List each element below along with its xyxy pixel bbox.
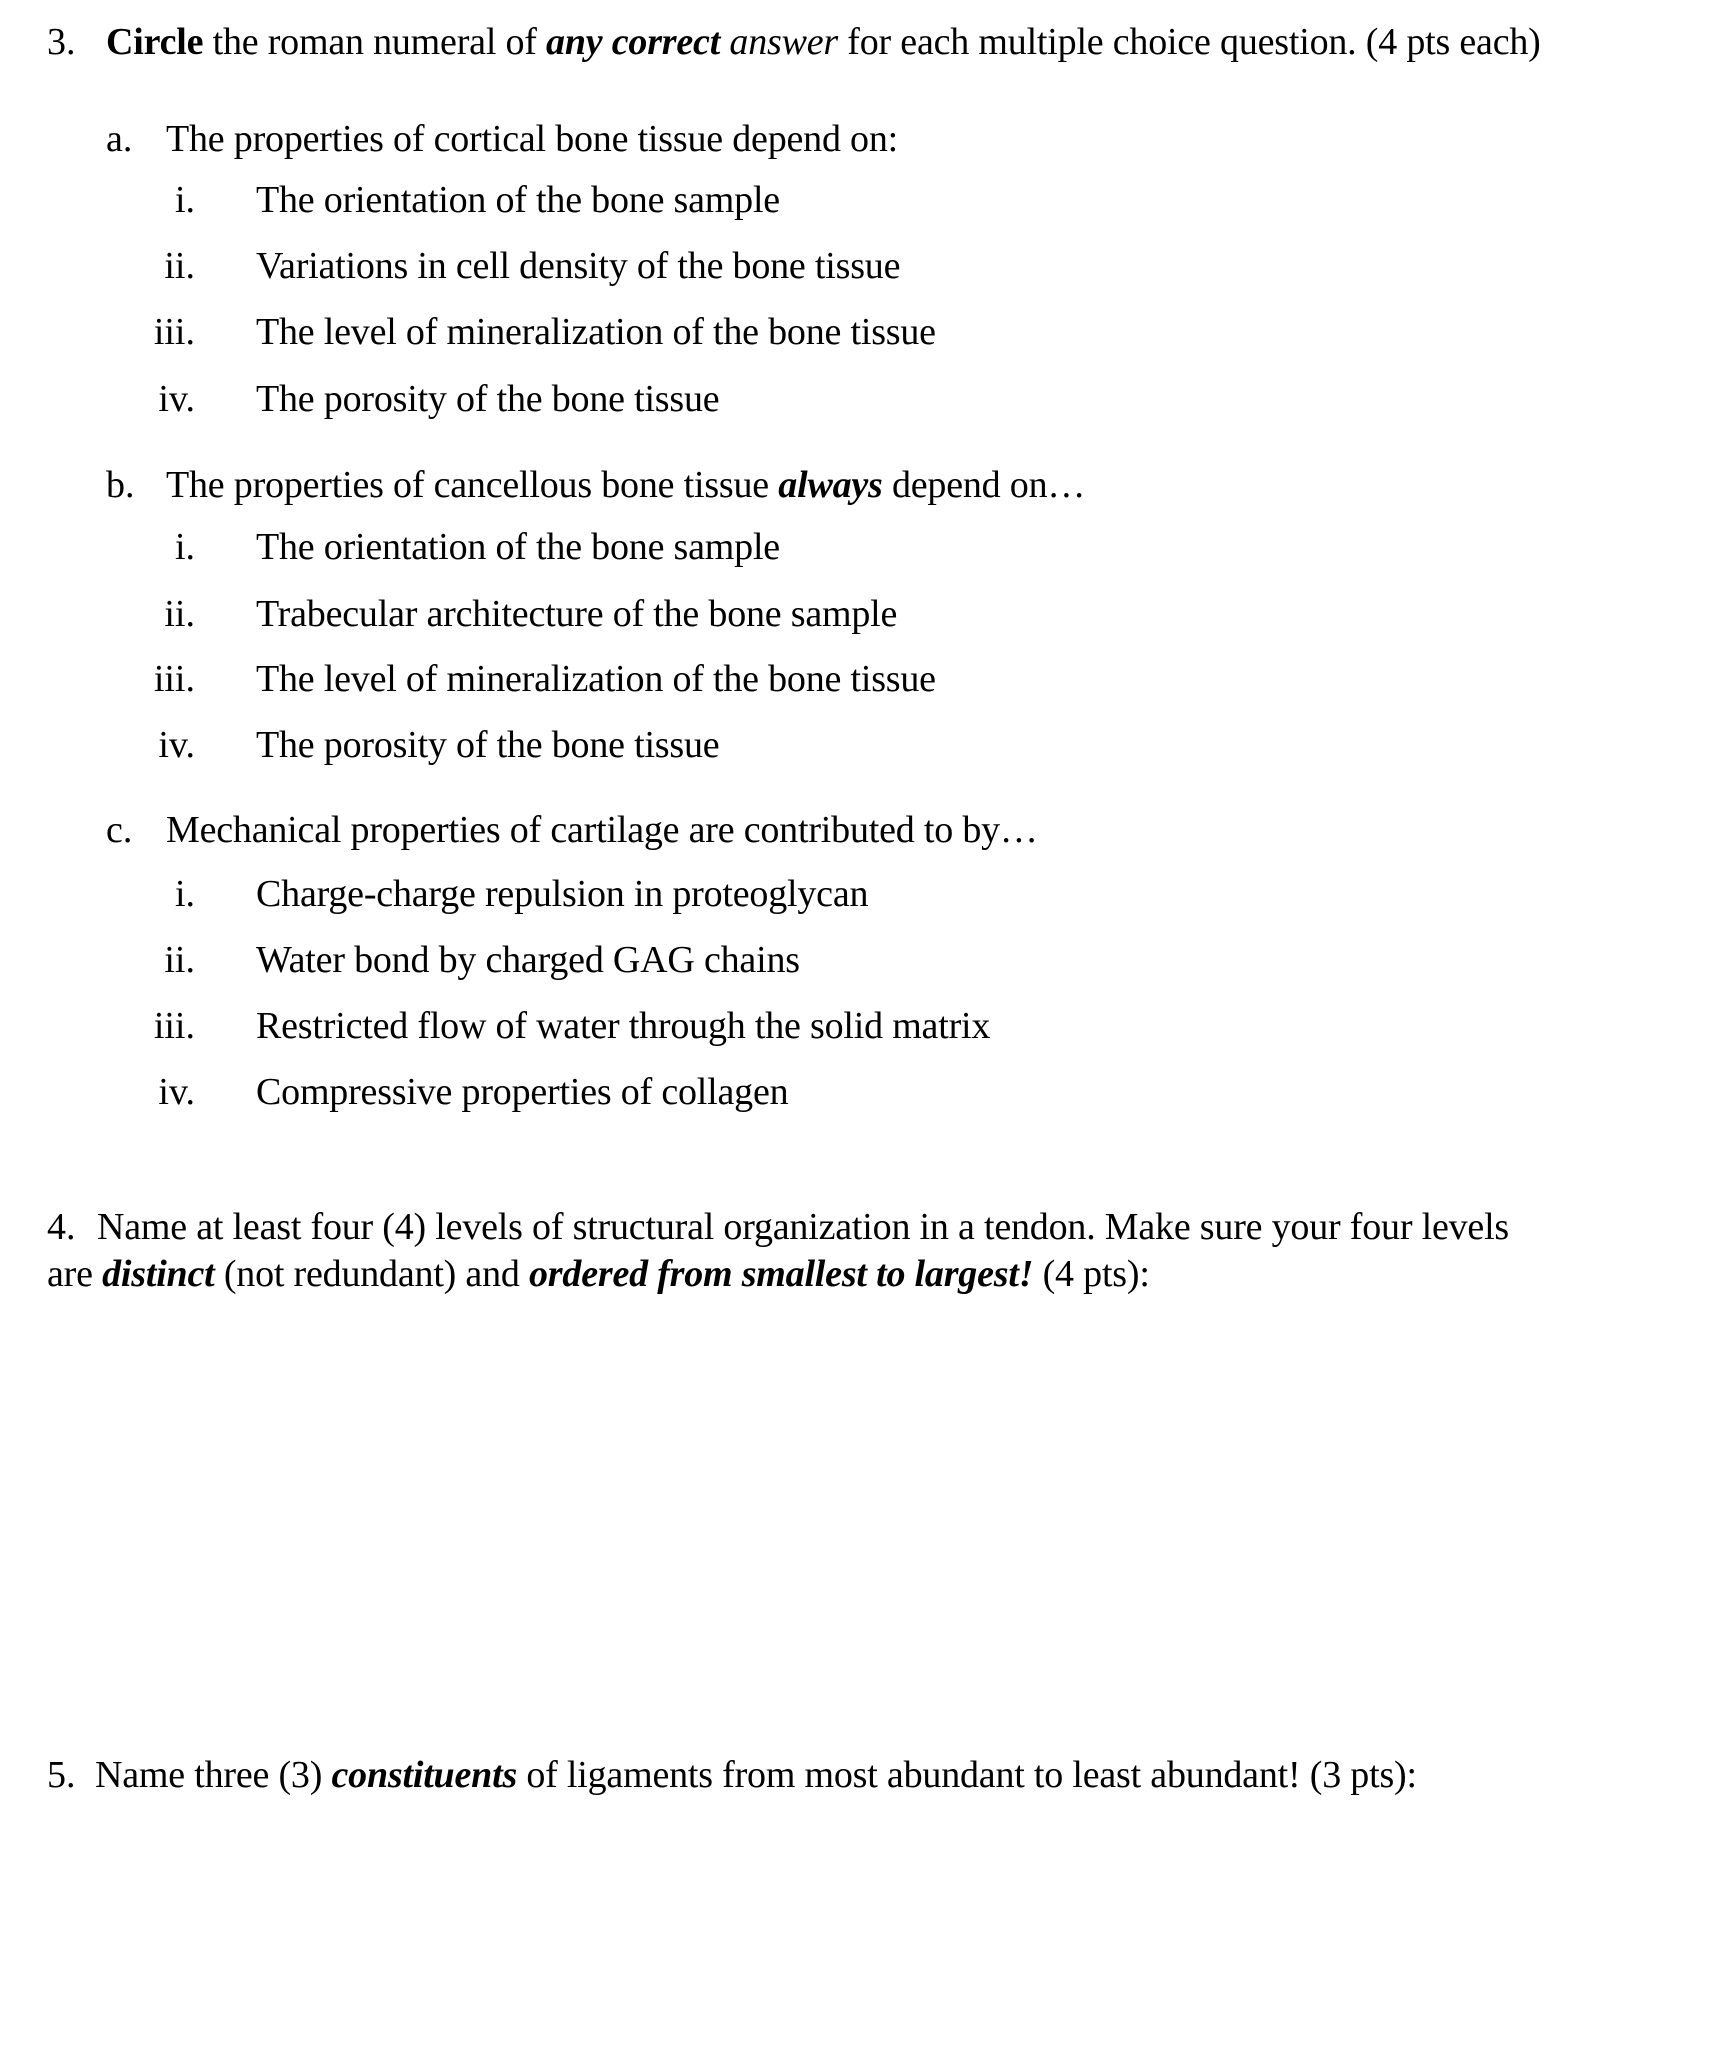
q5-emphasis-constituents: constituents [331, 1754, 518, 1796]
part-b-question-text-end: depend on… [882, 464, 1086, 506]
q4-emphasis-distinct: distinct [102, 1253, 215, 1295]
part-c-question [166, 811, 1038, 849]
q5-text: Name three (3) [95, 1754, 332, 1796]
part-a-option-iv-numeral[interactable]: iv. [158, 378, 195, 420]
part-b-option-iii-text: The level of mineralization of the bone tissue [256, 658, 936, 700]
part-c-option-iii-text: Restricted flow of water through the solid matrix [256, 1005, 991, 1047]
q4-text: (4 pts): [1033, 1253, 1150, 1295]
part-b-question [166, 466, 1085, 504]
part-c-question-text: Mechanical properties of cartilage are contributed to by… [166, 809, 1038, 851]
part-b-question-text: The properties of cancellous bone tissue [166, 464, 779, 506]
part-a-option-ii-numeral[interactable]: ii. [164, 245, 195, 287]
part-b-option-i-numeral[interactable]: i. [174, 526, 195, 568]
part-c-option-i-numeral[interactable]: i. [174, 873, 195, 915]
part-a-option-ii-text: Variations in cell density of the bone tissue [256, 245, 901, 287]
part-c-option-i-text: Charge-charge repulsion in proteoglycan [256, 873, 869, 915]
q4-text: are [47, 1253, 103, 1295]
prompt-emphasis-circle: Circle [106, 21, 204, 63]
part-b-emphasis-always: always [778, 464, 883, 506]
part-a-option-iii-text: The level of mineralization of the bone tissue [256, 311, 936, 353]
part-c-option-ii-text: Water bond by charged GAG chains [256, 939, 800, 981]
prompt-text: for each multiple choice question. (4 pts each) [838, 21, 1541, 63]
question-4-number: 4. [47, 1206, 76, 1248]
part-b-option-iii-numeral[interactable]: iii. [153, 658, 195, 700]
question-5-answer-area[interactable] [47, 1805, 1647, 2035]
question-4-line-1: Name at least four (4) levels of structural organization in a tendon. Make sure your four levels [97, 1206, 1510, 1248]
part-a-question [166, 120, 898, 158]
part-a-letter: a. [106, 118, 133, 160]
part-b-option-i-text: The orientation of the bone sample [256, 526, 780, 568]
part-b-option-ii-numeral[interactable]: ii. [164, 593, 195, 635]
prompt-emphasis-any-correct: any correct [546, 21, 721, 63]
part-a-question-text: The properties of cortical bone tissue depend on: [166, 118, 899, 160]
part-a-option-iv-text: The porosity of the bone tissue [256, 378, 720, 420]
part-b-option-iv-text: The porosity of the bone tissue [256, 724, 720, 766]
question-3-number: 3. [47, 21, 76, 63]
prompt-text: the roman numeral of [203, 21, 547, 63]
q4-emphasis-ordered: ordered from smallest to largest! [529, 1253, 1034, 1295]
part-a-option-i-text: The orientation of the bone sample [256, 179, 780, 221]
part-c-option-iii-numeral[interactable]: iii. [153, 1005, 195, 1047]
part-c-letter: c. [106, 809, 133, 851]
question-4-answer-area[interactable] [47, 1305, 1647, 1725]
question-5-number: 5. [47, 1754, 76, 1796]
question-3-prompt [106, 23, 1541, 61]
part-b-option-ii-text: Trabecular architecture of the bone sample [256, 593, 898, 635]
part-c-option-iv-text: Compressive properties of collagen [256, 1071, 789, 1113]
part-c-option-iv-numeral[interactable]: iv. [158, 1071, 195, 1113]
q4-text: (not redundant) and [214, 1253, 529, 1295]
part-b-letter: b. [106, 464, 135, 506]
part-a-option-iii-numeral[interactable]: iii. [153, 311, 195, 353]
question-4-line-2 [47, 1255, 1150, 1293]
part-b-option-iv-numeral[interactable]: iv. [158, 724, 195, 766]
question-5-line-1 [95, 1756, 1417, 1794]
part-c-option-ii-numeral[interactable]: ii. [164, 939, 195, 981]
prompt-emphasis-answer: answer [729, 21, 838, 63]
q5-text: of ligaments from most abundant to least abundant! (3 pts): [517, 1754, 1417, 1796]
part-a-option-i-numeral[interactable]: i. [174, 179, 195, 221]
prompt-space [720, 21, 729, 63]
